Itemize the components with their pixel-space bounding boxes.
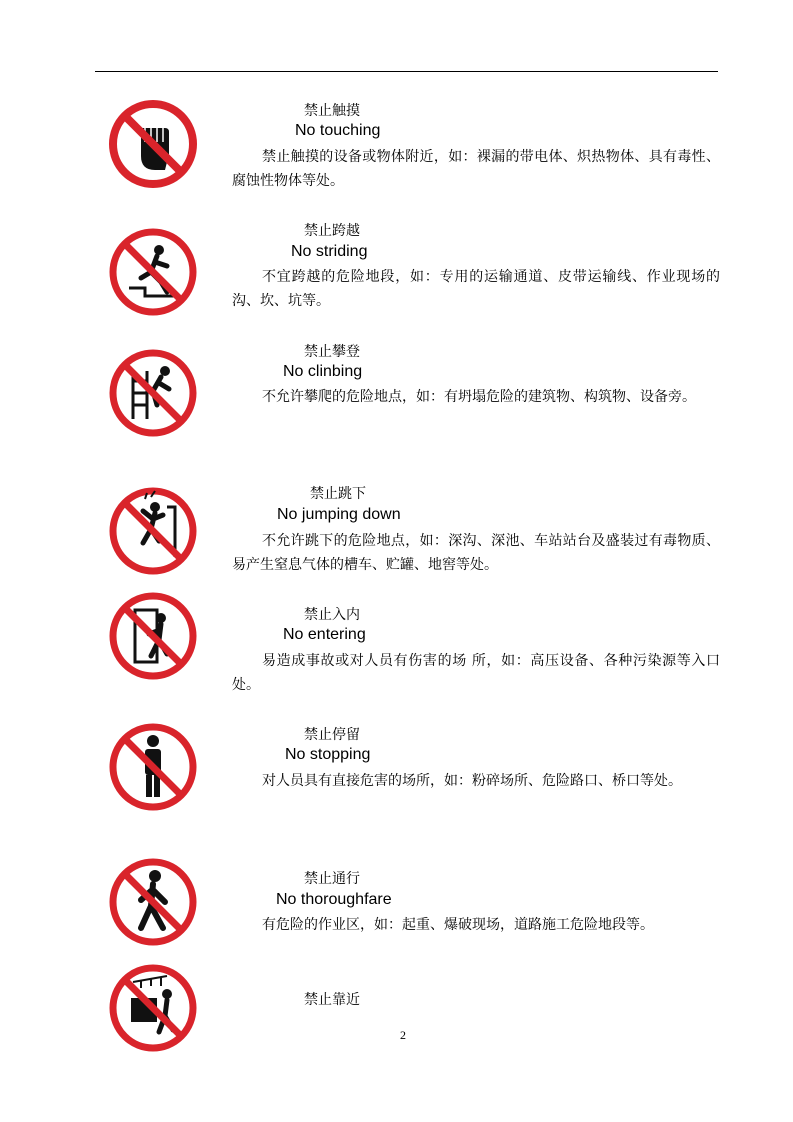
sign-title-zh: 禁止靠近 [304, 992, 360, 1008]
sign-description: 不宜跨越的危险地段，如：专用的运输通道、皮带运输线、作业现场的沟、坎、坑等。 [232, 269, 720, 309]
sign-title-en: No touching [295, 122, 381, 139]
no-approaching-figure-icon [107, 962, 199, 1054]
sign-title-zh: 禁止跳下 [310, 486, 366, 502]
sign-description: 不允许攀爬的危险地点，如：有坍塌危险的建筑物、构筑物、设备旁。 [262, 389, 696, 405]
sign-title-zh: 禁止触摸 [304, 103, 360, 119]
sign-title-en: No stopping [285, 746, 371, 763]
sign-title-en: No thoroughfare [276, 891, 392, 908]
no-stopping-figure-icon [107, 721, 199, 813]
sign-description: 对人员具有直接危害的场所，如：粉碎场所、危险路口、桥口等处。 [262, 773, 682, 789]
header-rule [95, 71, 718, 72]
sign-description: 不允许跳下的危险地点，如：深沟、深池、车站站台及盛装过有毒物质、易产生窒息气体的槽车、贮罐、地窖等处。 [232, 533, 720, 573]
sign-title-en: No clinbing [283, 363, 363, 380]
sign-title-zh: 禁止入内 [304, 607, 360, 623]
no-climbing-figure-icon [107, 347, 199, 439]
sign-title-zh: 禁止停留 [304, 727, 360, 743]
sign-title-zh: 禁止跨越 [304, 223, 360, 239]
sign-title-en: No striding [291, 243, 368, 260]
sign-description: 有危险的作业区，如：起重、爆破现场，道路施工危险地段等。 [262, 917, 654, 933]
sign-title-zh: 禁止通行 [304, 871, 360, 887]
no-touching-hand-icon [107, 98, 199, 190]
no-thoroughfare-figure-icon [107, 856, 199, 948]
page-number: 2 [400, 1028, 406, 1042]
sign-title-en: No entering [283, 626, 366, 643]
no-entering-figure-icon [107, 590, 199, 682]
sign-description: 易造成事故或对人员有伤害的场 所，如：高压设备、各种污染源等入口处。 [232, 653, 720, 693]
no-jumping-figure-icon [107, 485, 199, 577]
no-striding-figure-icon [107, 226, 199, 318]
sign-title-zh: 禁止攀登 [304, 344, 360, 360]
sign-title-en: No jumping down [277, 506, 401, 523]
sign-description: 禁止触摸的设备或物体附近，如：裸漏的带电体、炽热物体、具有毒性、腐蚀性物体等处。 [232, 149, 720, 189]
